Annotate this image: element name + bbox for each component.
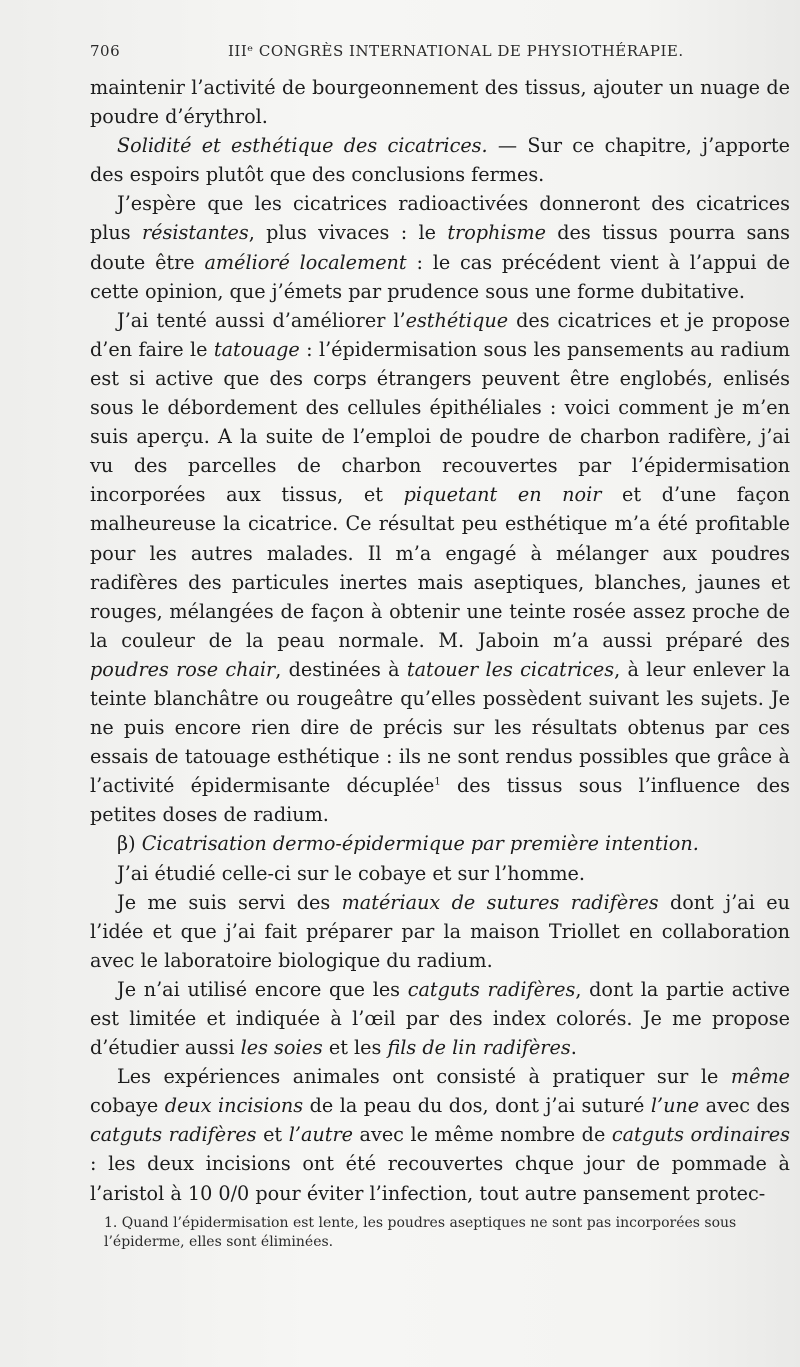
paragraph-2: Solidité et esthétique des cicatrices. — Sur ce chapitre, j’apporte des espoirs plutôt que des conclusions fermes. [90, 134, 790, 187]
footnote-marker: 1 [434, 776, 441, 788]
paragraph-5: β) Cicatrisation dermo-épidermique par première intention. [117, 832, 699, 856]
paragraph-3: J’espère que les cicatrices radioactivées donneront des cicatrices plus résistantes, plus vivaces : le trophisme des tissus pourra sans doute être amélioré localement : le cas précédent vient à l’appui de cette opinion, que j’émets par prudence sous une forme dubitative. [90, 192, 790, 303]
paragraph-6: J’ai étudié celle-ci sur le cobaye et sur l’homme. [117, 861, 585, 885]
running-header [90, 42, 790, 72]
paragraph-9: Les expériences animales ont consisté à pratiquer sur le même cobaye deux incisions de la peau du dos, dont j’ai suturé l’une avec des catguts radifères et l’autre avec le même nombre de catguts ordinaires : les deux incisions ont été recouvertes chque jour de pommade à l’aristol à 10 0/0 pour éviter l’infection, tout autre pansement protec- [90, 1065, 790, 1205]
paragraph-1: maintenir l’activité de bourgeonnement des tissus, ajouter un nuage de poudre d’érythrol. [90, 76, 790, 129]
page-number: 706 [90, 42, 121, 60]
running-title: IIIᵉ CONGRÈS INTERNATIONAL DE PHYSIOTHÉRAPIE. [228, 42, 684, 60]
section-heading: Solidité et esthétique des cicatrices. [117, 134, 488, 158]
paragraph-7: Je me suis servi des matériaux de sutures radifères dont j’ai eu l’idée et que j’ai fait préparer par la maison Triollet en collaboration avec le laboratoire biologique du radium. [90, 890, 790, 972]
footnote-1: 1. Quand l’épidermisation est lente, les poudres aseptiques ne sont pas incorporées sous l’épiderme, elles sont éliminées. [104, 1215, 737, 1250]
paragraph-8: Je n’ai utilisé encore que les catguts radifères, dont la partie active est limitée et indiquée à l’œil par des index colorés. Je me propose d’étudier aussi les soies et les fils de lin radifères. [90, 977, 790, 1060]
body-text [90, 73, 790, 1208]
paragraph-4: J’ai tenté aussi d’améliorer l’esthétique des cicatrices et je propose d’en faire le tatouage : l’épidermisation sous les pansements au radium est si active que des corps étrangers peuvent être englobés, enlisés sous le débordement des cellules épithéliales : voici comment je m’en suis aperçu. A la suite de l’emploi de poudre de charbon radifère, j’ai vu des parcelles de charbon recouvertes par l’épidermisation incorporées aux tissus, et piquetant en noir et d’une façon malheureuse la cicatrice. Ce résultat peu esthétique m’a été profitable pour les autres malades. Il m’a engagé à mélanger aux poudres radifères des particules inertes mais aseptiques, blanches, jaunes et rouges, mélangées de façon à obtenir une teinte rosée assez proche de la couleur de la peau normale. M. Jaboin m’a aussi préparé des poudres rose chair, destinées à tatouer les cicatrices, à leur enlever la teinte blanchâtre ou rougeâtre qu’elles possèdent suivant les sujets. Je ne puis encore rien dire de précis sur les résultats obtenus par ces essais de tatouage esthétique : ils ne sont rendus possibles que grâce à l’activité épidermisante décuplée$^1$ des tissus sous l’influence des petites doses de radium. [90, 308, 791, 827]
subsection-heading: Cicatrisation dermo-épidermique par première intention. [141, 832, 699, 856]
footnote [104, 1214, 794, 1252]
